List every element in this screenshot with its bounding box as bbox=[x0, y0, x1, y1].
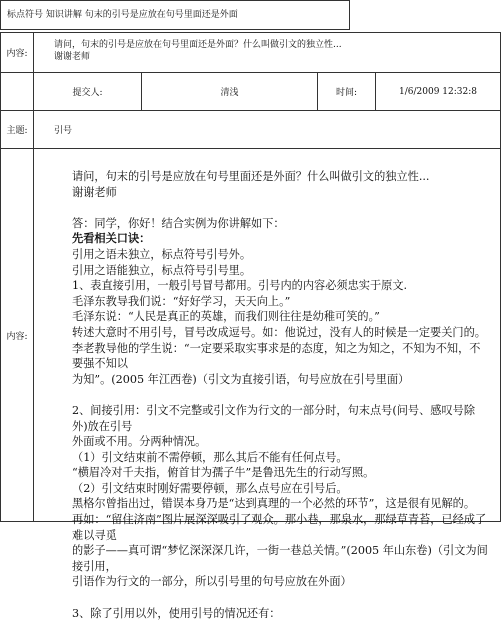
topic-row bbox=[1, 111, 501, 149]
article-body bbox=[34, 149, 500, 620]
blank-line bbox=[72, 590, 490, 606]
body-line: 毛泽东说：“人民是真正的英雄，而我们则往往是幼稚可笑的。” bbox=[72, 310, 380, 324]
body-line: 先看相关口诀： bbox=[72, 231, 151, 246]
main-content-row bbox=[1, 149, 501, 522]
title-bar bbox=[0, 0, 350, 30]
body-line: 3、除了引用以外，使用引号的情况还有： bbox=[72, 606, 281, 620]
content-preview-line: 请问，句末的引号是应放在句号里面还是外面？什么叫做引文的独立性... bbox=[54, 40, 342, 50]
body-line: 为知”。(2005 年江西卷)（引文为直接引语，句号应放在引号里面） bbox=[72, 372, 410, 386]
topic-label: 主题: bbox=[1, 111, 34, 149]
time-label: 时间: bbox=[318, 73, 376, 111]
body-line: 再如：“留住济南”图片展深深吸引了观众。那小巷，那泉水，那绿草青苔，已经成了难以寻觅 bbox=[72, 513, 487, 542]
body-line: 外面或不用。分两种情况。 bbox=[72, 435, 207, 449]
body-line: 的影子——真可谓“梦忆深深深几许，一街一巷总关情。”(2005 年山东卷)（引文为间接引用， bbox=[72, 544, 488, 573]
main-content-cell bbox=[34, 149, 501, 620]
body-line: 谢谢老师 bbox=[72, 185, 117, 199]
body-line: 引语作为行文的一部分，所以引号里的句号应放在外面） bbox=[72, 575, 352, 589]
body-line: 请问，句末的引号是应放在句号里面还是外面？什么叫做引文的独立性... bbox=[72, 170, 430, 183]
body-line: 1、表直接引用，一般引号冒号都用。引号内的内容必须忠实于原文. bbox=[72, 279, 408, 293]
blank-cell bbox=[1, 73, 34, 111]
content-preview-line: 谢谢老师 bbox=[54, 52, 91, 62]
title-text: 标点符号 知识讲解 句末的引号是应放在句号里面还是外面 bbox=[7, 10, 238, 20]
body-line: 答：同学，你好！结合实例为你讲解如下： bbox=[72, 216, 285, 230]
body-line: 转述大意时不用引号，冒号改成逗号。如：他说过，没有人的时候是一定要关门的。 bbox=[72, 325, 486, 339]
body-line: 2、间接引用：引文不完整或引文作为行文的一部分时，句末点号(问号、感叹号除外)放在引号 bbox=[72, 403, 476, 433]
submitter-label: 提交人: bbox=[34, 73, 142, 111]
body-line: （1）引文结束前不需停顿，那么其后不能有任何点号。 bbox=[72, 450, 348, 464]
content-preview-row bbox=[1, 33, 501, 73]
submitter-value: 清浅 bbox=[142, 73, 318, 111]
body-line: 李老教导他的学生说：“一定要采取实事求是的态度，知之为知之，不知为不知，不要强不知以 bbox=[72, 341, 481, 371]
body-line: 引用之语能独立，标点符号引号里。 bbox=[72, 263, 252, 277]
topic-value: 引号 bbox=[34, 111, 501, 149]
content-preview-cell bbox=[34, 33, 501, 73]
time-value: 1/6/2009 12:32:8 bbox=[376, 73, 501, 111]
blank-line bbox=[72, 387, 490, 403]
post-table bbox=[0, 32, 501, 620]
content-label: 内容: bbox=[1, 33, 34, 73]
body-line: （2）引文结束时刚好需要停顿，那么点号应在引号后。 bbox=[72, 481, 348, 495]
meta-row bbox=[1, 73, 501, 111]
main-content-label: 内容: bbox=[1, 149, 34, 522]
body-line: “横眉冷对千夫指，俯首甘为孺子牛”是鲁迅先生的行动写照。 bbox=[72, 466, 375, 480]
blank-line bbox=[72, 200, 490, 216]
body-line: 引用之语未独立，标点符号引号外。 bbox=[72, 247, 252, 261]
body-line: 毛泽东教导我们说：“好好学习，天天向上。” bbox=[72, 294, 291, 308]
body-line: 黑格尔曾指出过，错误本身乃是“达到真理的一个必然的环节”，这是很有见解的。 bbox=[72, 497, 476, 511]
